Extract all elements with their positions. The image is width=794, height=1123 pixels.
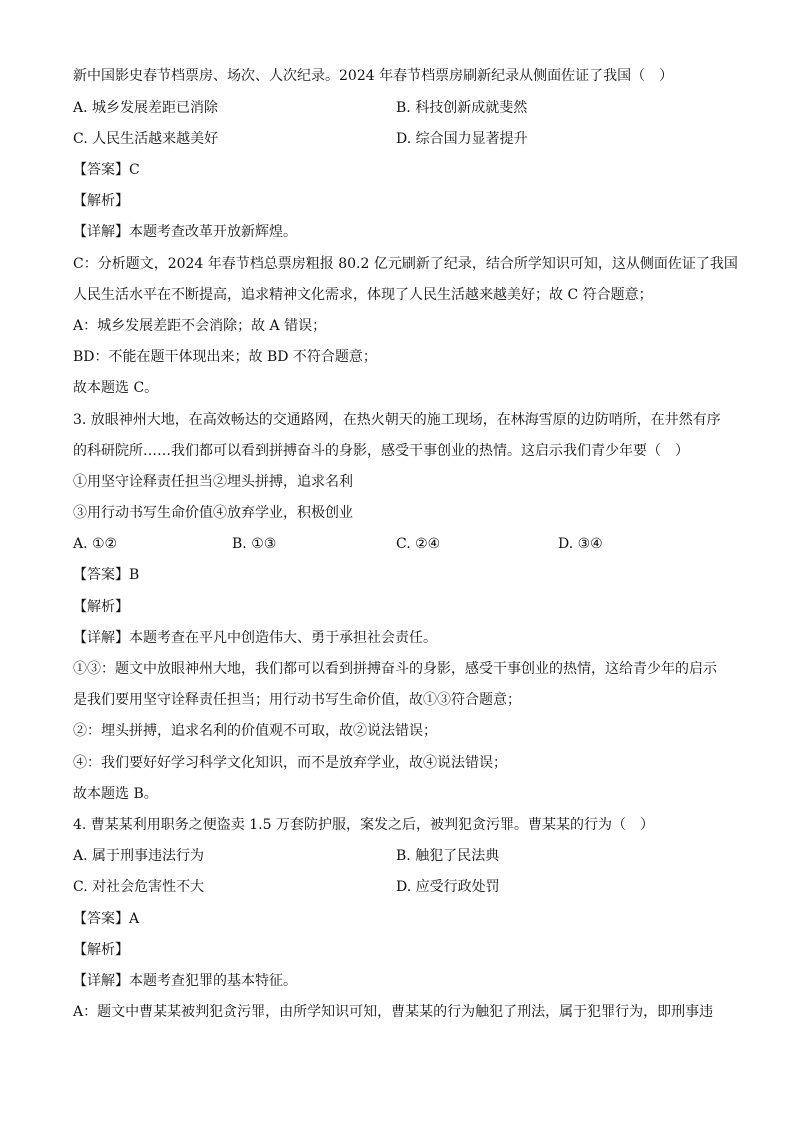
q3-statements-line: ③用行动书写生命价值④放弃学业，积极创业	[73, 505, 353, 521]
q4-option-d: D. 应受行政处罚	[396, 879, 500, 895]
q3-option-d: D. ③④	[558, 536, 603, 552]
q2-option-d: D. 综合国力显著提升	[396, 131, 528, 147]
q2-option-b: B. 科技创新成就斐然	[396, 100, 528, 116]
q2-answer: 【答案】C	[73, 162, 140, 178]
q3-analysis-heading: 【解析】	[73, 599, 129, 615]
q2-explanation-line: BD：不能在题干体现出来；故 BD 不符合题意；	[73, 349, 377, 365]
q3-answer: 【答案】B	[73, 567, 140, 583]
q4-analysis-heading: 【解析】	[73, 942, 129, 958]
q3-statements-line: ①用坚守诠释责任担当②埋头拼搏，追求名利	[73, 474, 353, 490]
q2-conclusion: 故本题选 C。	[73, 380, 159, 396]
q4-stem: 4. 曹某某利用职务之便盗卖 1.5 万套防护服，案发之后，被判犯贪污罪。曹某某的行为（ ）	[73, 817, 654, 833]
q3-explanation-line: ①③：题文中放眼神州大地，我们都可以看到拼搏奋斗的身影，感受干事创业的热情，这给青少年的启示	[73, 661, 717, 677]
q4-option-a: A. 属于刑事违法行为	[73, 848, 205, 864]
q4-option-c: C. 对社会危害性不大	[73, 879, 205, 895]
q3-stem-line: 3. 放眼神州大地，在高效畅达的交通路网，在热火朝天的施工现场，在林海雪原的边防哨所，在井然有序	[73, 412, 721, 428]
q3-explanation-line: 是我们要用坚守诠释责任担当；用行动书写生命价值，故①③符合题意；	[73, 692, 521, 708]
q2-explanation-line: A：城乡发展差距不会消除；故 A 错误；	[73, 318, 327, 334]
q4-detail: 【详解】本题考查犯罪的基本特征。	[73, 973, 297, 989]
q2-detail: 【详解】本题考查改革开放新辉煌。	[73, 224, 297, 240]
q3-option-b: B. ①③	[232, 536, 277, 552]
q2-stem: 新中国影史春节档票房、场次、人次纪录。2024 年春节档票房刷新纪录从侧面佐证了我国（ ）	[73, 68, 674, 84]
q2-option-c: C. 人民生活越来越美好	[73, 131, 219, 147]
q4-option-b: B. 触犯了民法典	[396, 848, 500, 864]
q2-explanation-line: C：分析题文，2024 年春节档总票房粗报 80.2 亿元刷新了纪录，结合所学知识可知，这从侧面佐证了我国	[73, 256, 738, 272]
q3-conclusion: 故本题选 B。	[73, 786, 158, 802]
q3-option-a: A. ①②	[73, 536, 118, 552]
q3-detail: 【详解】本题考查在平凡中创造伟大、勇于承担社会责任。	[73, 630, 437, 646]
q3-stem-line: 的科研院所……我们都可以看到拼搏奋斗的身影，感受干事创业的热情。这启示我们青少年要（ ）	[73, 443, 689, 459]
q3-explanation-line: ②：埋头拼搏，追求名利的价值观不可取，故②说法错误；	[73, 723, 437, 739]
q2-explanation-line: 人民生活水平在不断提高，追求精神文化需求，体现了人民生活越来越美好；故 C 符合题意；	[73, 287, 653, 303]
q2-analysis-heading: 【解析】	[73, 193, 129, 209]
q3-option-c: C. ②④	[396, 536, 441, 552]
q4-answer: 【答案】A	[73, 911, 140, 927]
q2-option-a: A. 城乡发展差距已消除	[73, 100, 219, 116]
q4-explanation-line: A：题文中曹某某被判犯贪污罪，由所学知识可知，曹某某的行为触犯了刑法，属于犯罪行为，即刑事违	[73, 1004, 714, 1020]
q3-explanation-line: ④：我们要好好学习科学文化知识，而不是放弃学业，故④说法错误；	[73, 755, 507, 771]
